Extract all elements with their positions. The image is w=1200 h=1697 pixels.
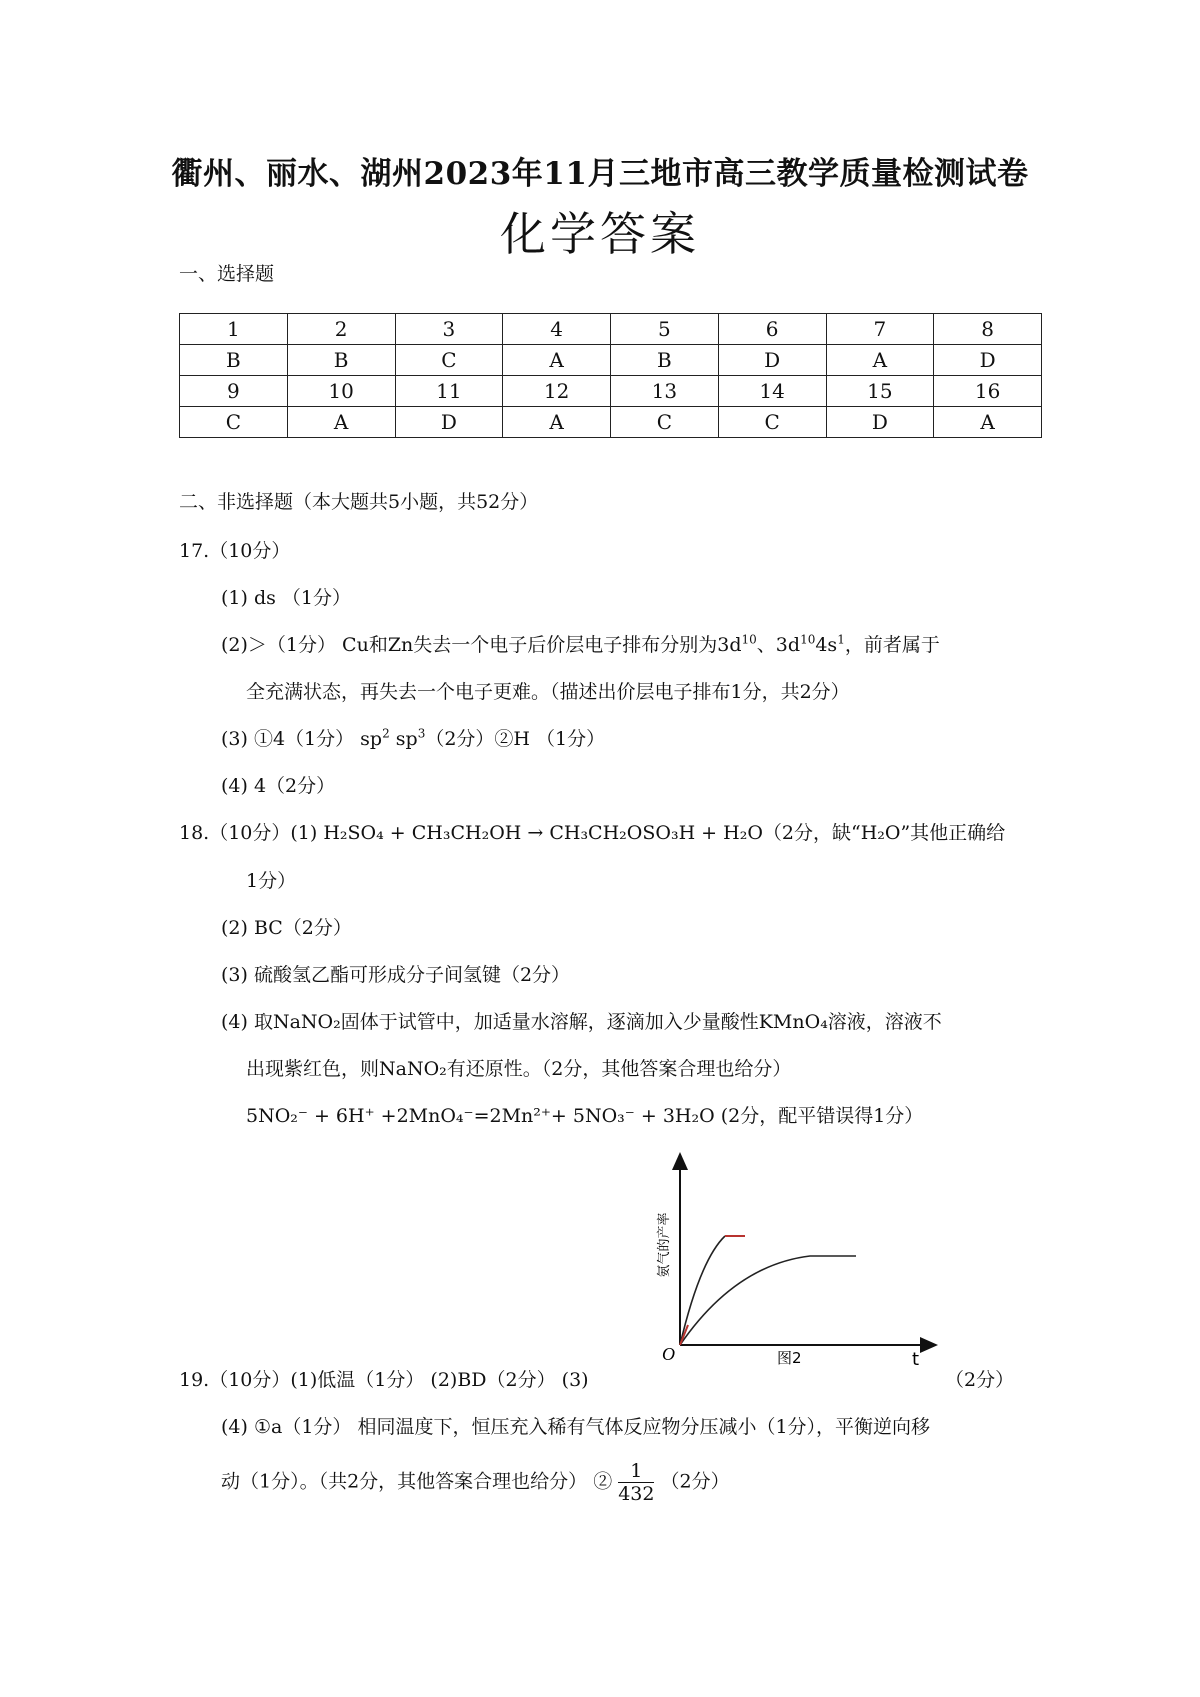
q17-part3-sup2: 3 bbox=[417, 726, 426, 741]
question-number-cell: 7 bbox=[826, 314, 934, 345]
q17-part3-text-c: （2分）②H （1分） bbox=[425, 728, 606, 750]
q18-equation: 5NO₂⁻ + 6H⁺ +2MnO₄⁻=2Mn²⁺+ 5NO₃⁻ + 3H₂O (2分，配平错误得1分） bbox=[246, 1105, 924, 1127]
q18-part3: (3) 硫酸氢乙酯可形成分子间氢键（2分） bbox=[221, 964, 571, 986]
question-number-cell: 6 bbox=[718, 314, 826, 345]
fraction-numerator: 1 bbox=[618, 1460, 654, 1483]
question-number-cell: 2 bbox=[287, 314, 395, 345]
question-number-cell: 10 bbox=[287, 376, 395, 407]
q17-part2-sup1: 10 bbox=[741, 632, 757, 647]
q17-part2-text-b: 、3d bbox=[756, 634, 801, 656]
q17-part4: (4) 4（2分） bbox=[221, 775, 336, 797]
document-subtitle: 化学答案 bbox=[500, 207, 700, 261]
q18-part1: 18.（10分）(1) H₂SO₄ + CH₃CH₂OH → CH₃CH₂OSO₃H + H₂O（2分，缺“H₂O”其他正确给 bbox=[179, 822, 1006, 844]
fraction-denominator: 432 bbox=[618, 1483, 655, 1505]
answer-cell: A bbox=[934, 407, 1042, 438]
answer-cell: D bbox=[934, 345, 1042, 376]
question-number-cell: 8 bbox=[934, 314, 1042, 345]
section-heading-choice: 一、选择题 bbox=[179, 263, 275, 285]
ammonia-yield-graph bbox=[640, 1150, 940, 1380]
answer-row bbox=[180, 407, 1042, 438]
q17-part2-line2: 全充满状态，再失去一个电子更难。（描述出价层电子排布1分，共2分） bbox=[246, 681, 850, 703]
answer-cell: C bbox=[395, 345, 503, 376]
q18-part4-line1: (4) 取NaNO₂固体于试管中，加适量水溶解，逐滴加入少量酸性KMnO₄溶液，溶液不 bbox=[221, 1011, 942, 1033]
fraction bbox=[618, 1460, 654, 1505]
q17-part2-text-c: 4s bbox=[815, 634, 838, 656]
q19-part1-3: 19.（10分）(1)低温（1分） (2)BD（2分） (3) bbox=[179, 1369, 589, 1391]
q19-part4-line2 bbox=[221, 1460, 730, 1505]
question-number-cell: 4 bbox=[503, 314, 611, 345]
q17-part3 bbox=[221, 724, 605, 751]
y-axis-label: 氨气的产率 bbox=[657, 1212, 672, 1278]
question-number-cell: 14 bbox=[718, 376, 826, 407]
question-number-row bbox=[180, 314, 1042, 345]
question-number-cell: 3 bbox=[395, 314, 503, 345]
q18-part1-line2: 1分） bbox=[246, 870, 297, 892]
question-number-cell: 12 bbox=[503, 376, 611, 407]
question-number-cell: 16 bbox=[934, 376, 1042, 407]
answer-cell: A bbox=[287, 407, 395, 438]
answer-cell: C bbox=[180, 407, 288, 438]
q17-part2-sup2: 10 bbox=[800, 632, 816, 647]
answer-cell: C bbox=[611, 407, 719, 438]
q19-part4-text: 动（1分）。（共2分，其他答案合理也给分） ② bbox=[221, 1470, 613, 1493]
question-number-cell: 1 bbox=[180, 314, 288, 345]
answer-cell: A bbox=[503, 345, 611, 376]
x-axis-label: t bbox=[912, 1349, 920, 1370]
question-number-cell: 5 bbox=[611, 314, 719, 345]
q19-part4-score: （2分） bbox=[660, 1470, 730, 1493]
answer-cell: C bbox=[718, 407, 826, 438]
figure-caption: 图2 bbox=[777, 1349, 802, 1367]
q18-part4-line2: 出现紫红色，则NaNO₂有还原性。（2分，其他答案合理也给分） bbox=[246, 1058, 792, 1080]
document-title: 衢州、丽水、湖州2023年11月三地市高三教学质量检测试卷 bbox=[171, 156, 1029, 192]
question-number-cell: 11 bbox=[395, 376, 503, 407]
q18-part2: (2) BC（2分） bbox=[221, 917, 352, 939]
answer-cell: B bbox=[611, 345, 719, 376]
question-number-cell: 15 bbox=[826, 376, 934, 407]
answer-table bbox=[179, 313, 1042, 438]
answer-cell: A bbox=[826, 345, 934, 376]
q17-part3-text-b: sp bbox=[389, 728, 418, 750]
q17-part2-sup3: 1 bbox=[837, 632, 845, 647]
answer-cell: B bbox=[287, 345, 395, 376]
answer-cell: D bbox=[395, 407, 503, 438]
question-number-cell: 13 bbox=[611, 376, 719, 407]
q17-part3-sup1: 2 bbox=[382, 726, 390, 741]
answer-cell: D bbox=[718, 345, 826, 376]
q17-part2 bbox=[221, 630, 940, 657]
question-number-cell: 9 bbox=[180, 376, 288, 407]
section-heading-nonchoice: 二、非选择题（本大题共5小题，共52分） bbox=[179, 491, 539, 513]
q19-part4-line1: (4) ①a（1分） 相同温度下，恒压充入稀有气体反应物分压减小（1分），平衡逆向移 bbox=[221, 1416, 931, 1438]
q17-part1: (1) ds （1分） bbox=[221, 587, 351, 609]
answer-cell: D bbox=[826, 407, 934, 438]
answer-cell: A bbox=[503, 407, 611, 438]
q19-part3-score: （2分） bbox=[945, 1369, 1015, 1391]
q17-heading: 17.（10分） bbox=[179, 540, 291, 562]
answer-row bbox=[180, 345, 1042, 376]
origin-label: O bbox=[662, 1344, 675, 1364]
question-number-row bbox=[180, 376, 1042, 407]
answer-cell: B bbox=[180, 345, 288, 376]
curve-slow bbox=[680, 1256, 856, 1345]
q17-part2-text-a: (2)＞（1分） Cu和Zn失去一个电子后价层电子排布分别为3d bbox=[221, 634, 742, 656]
q17-part2-text-d: ，前者属于 bbox=[844, 634, 940, 656]
q17-part3-text-a: (3) ①4（1分） sp bbox=[221, 728, 383, 750]
